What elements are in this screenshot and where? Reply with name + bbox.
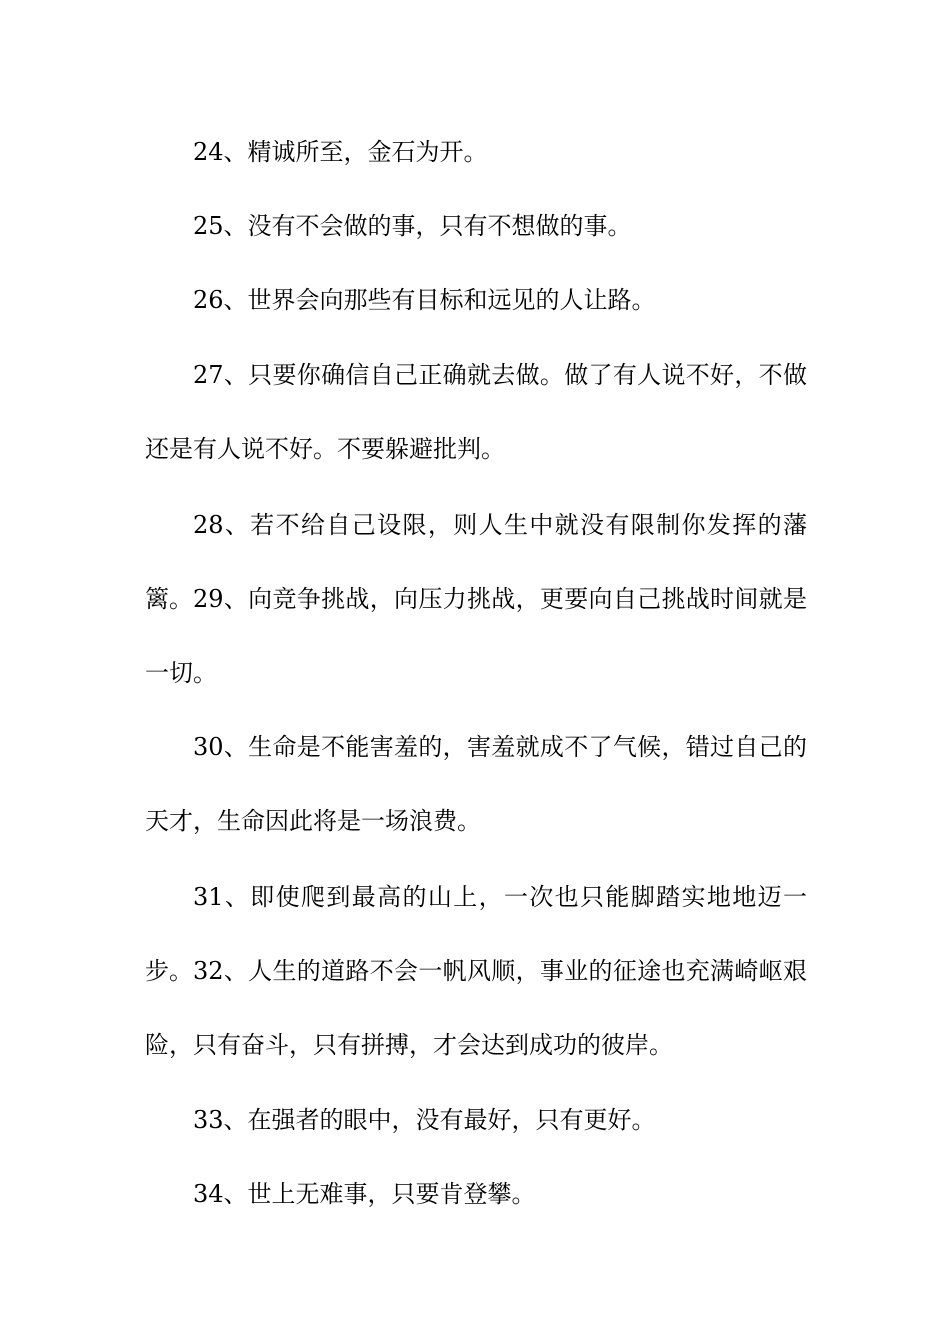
paragraph-29: 29、向竞争挑战，向压力挑战，更要向自己挑战时间就是一切。 [145, 585, 807, 687]
paragraph-31: 31、即使爬到最高的山上，一次也只能脚踏实地地迈一步。 [145, 883, 807, 985]
paragraph-32: 32、人生的道路不会一帆风顺，事业的征途也充满崎岖艰险，只有奋斗，只有拼搏，才会达到成功的彼岸。 [145, 957, 807, 1059]
paragraph-34: 34、世上无难事，只要肯登攀。 [193, 1180, 536, 1208]
paragraph-25: 25、没有不会做的事，只有不想做的事。 [193, 212, 632, 240]
paragraph-30: 30、生命是不能害羞的，害羞就成不了气候，错过自己的天才，生命因此将是一场浪费。 [145, 733, 807, 835]
paragraph-27: 27、只要你确信自己正确就去做。做了有人说不好，不做还是有人说不好。不要躲避批判。 [145, 361, 807, 463]
paragraph-26: 26、世界会向那些有目标和远见的人让路。 [193, 286, 656, 314]
paragraph-24: 24、精诚所至，金石为开。 [193, 138, 488, 166]
paragraph-28: 28、若不给自己设限，则人生中就没有限制你发挥的藩篱。 [145, 511, 807, 613]
paragraph-33: 33、在强者的眼中，没有最好，只有更好。 [193, 1106, 656, 1134]
